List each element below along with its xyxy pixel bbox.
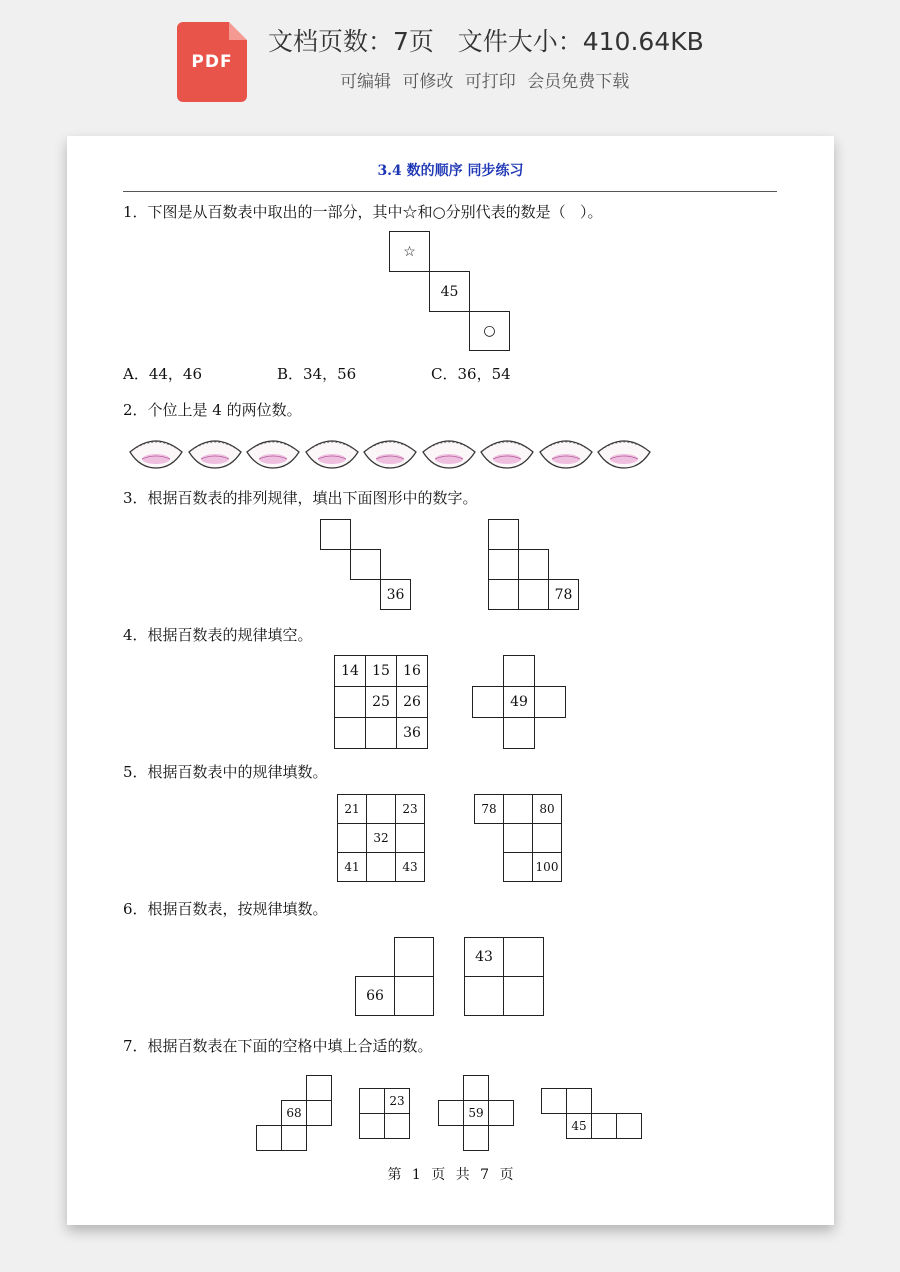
- q4-cross-cell: [503, 655, 535, 687]
- question-1: 1．下图是从百数表中取出的一部分，其中☆和○分别代表的数是（ ）。: [123, 203, 603, 221]
- q5-shape-cell: [532, 823, 562, 853]
- q4-cross-cell: [503, 717, 535, 749]
- q7c-cell: [463, 1125, 489, 1151]
- q7a-cell: [281, 1125, 307, 1151]
- q3a-cell: [350, 549, 381, 580]
- q1-option-a: A．44，46: [123, 365, 203, 383]
- q5-grid-cell: [366, 794, 396, 824]
- q7b-cell: [384, 1113, 410, 1139]
- dumpling-image: [595, 434, 653, 470]
- q3b-cell: [518, 579, 549, 610]
- q7c-cell: [438, 1100, 464, 1126]
- q6b-cell: [464, 976, 504, 1016]
- q7d-cell: [591, 1113, 617, 1139]
- q4-grid-cell: 36: [396, 717, 428, 749]
- page-footer: 第 1 页 共 7 页: [387, 1167, 514, 1183]
- q5-shape-cell: 78: [474, 794, 504, 824]
- q7c-cell: [463, 1075, 489, 1101]
- q6b-cell: [503, 937, 544, 977]
- q3b-cell: [488, 549, 519, 580]
- dumpling-image: [537, 434, 595, 470]
- q5-shape-cell: [503, 794, 533, 824]
- dumpling-image: [127, 434, 185, 470]
- dumpling-image: [420, 434, 478, 470]
- document-page: [67, 136, 834, 1225]
- question-7: 7．根据百数表在下面的空格中填上合适的数。: [123, 1037, 433, 1055]
- q6a-cell: [394, 937, 434, 977]
- q1-cell-circle: ○: [469, 311, 510, 351]
- title-divider: [123, 191, 777, 192]
- q4-grid-cell: 26: [396, 686, 428, 718]
- question-6: 6．根据百数表，按规律填数。: [123, 900, 328, 918]
- dumpling-image: [244, 434, 302, 470]
- q7b-cell: 23: [384, 1088, 410, 1114]
- q5-shape-cell: 100: [532, 852, 562, 882]
- q5-shape-cell: 80: [532, 794, 562, 824]
- q5-grid-cell: [366, 852, 396, 882]
- q6b-cell: [503, 976, 544, 1016]
- q5-grid-cell: 23: [395, 794, 425, 824]
- q5-grid-cell: [337, 823, 367, 853]
- q7d-cell: [616, 1113, 642, 1139]
- q7b-cell: [359, 1088, 385, 1114]
- q3b-cell: [518, 549, 549, 580]
- q5-shape-cell: [503, 852, 533, 882]
- q5-grid-cell: 21: [337, 794, 367, 824]
- question-2: 2．个位上是 4 的两位数。: [123, 401, 302, 419]
- file-info: 文档页数：7页 文件大小：410.64KB: [268, 27, 704, 56]
- q4-cross-cell: [534, 686, 566, 718]
- page-title: 3.4 数的顺序 同步练习: [377, 163, 524, 179]
- q7c-cell: 59: [463, 1100, 489, 1126]
- q7a-cell: [306, 1075, 332, 1101]
- q3a-cell: [320, 519, 351, 550]
- q1-cell-45: 45: [429, 271, 470, 312]
- q7a-cell: 68: [281, 1100, 307, 1126]
- dumpling-image: [478, 434, 536, 470]
- question-4: 4．根据百数表的规律填空。: [123, 626, 313, 644]
- q5-grid-cell: [395, 823, 425, 853]
- dumpling-image: [303, 434, 361, 470]
- q3b-cell: 78: [548, 579, 579, 610]
- q7b-cell: [359, 1113, 385, 1139]
- q7d-cell: [566, 1088, 592, 1114]
- q4-grid-cell: [334, 717, 366, 749]
- q1-cell-star: ☆: [389, 231, 430, 272]
- q4-grid-cell: 16: [396, 655, 428, 687]
- dumpling-image: [186, 434, 244, 470]
- q4-grid-cell: 14: [334, 655, 366, 687]
- q4-grid-cell: [334, 686, 366, 718]
- q4-grid-cell: [365, 717, 397, 749]
- q6a-cell: 66: [355, 976, 395, 1016]
- q7a-cell: [306, 1100, 332, 1126]
- question-5: 5．根据百数表中的规律填数。: [123, 763, 328, 781]
- dumpling-image: [361, 434, 419, 470]
- q5-grid-cell: 32: [366, 823, 396, 853]
- q7c-cell: [488, 1100, 514, 1126]
- document-header: [0, 0, 900, 120]
- q4-grid-cell: 15: [365, 655, 397, 687]
- q4-grid-cell: 25: [365, 686, 397, 718]
- q6a-cell: [394, 976, 434, 1016]
- file-actions: 可编辑 可修改 可打印 会员免费下载: [340, 72, 630, 92]
- q6b-cell: 43: [464, 937, 504, 977]
- q7a-cell: [256, 1125, 282, 1151]
- q5-grid-cell: 41: [337, 852, 367, 882]
- q5-grid-cell: 43: [395, 852, 425, 882]
- q3b-cell: [488, 519, 519, 550]
- q5-shape-cell: [503, 823, 533, 853]
- question-3: 3．根据百数表的排列规律，填出下面图形中的数字。: [123, 489, 478, 507]
- q7d-cell: [541, 1088, 567, 1114]
- q3b-cell: [488, 579, 519, 610]
- q7d-cell: 45: [566, 1113, 592, 1139]
- q3a-cell: 36: [380, 579, 411, 610]
- q4-cross-cell: [472, 686, 504, 718]
- pdf-icon: PDF: [177, 22, 247, 102]
- q4-cross-cell: 49: [503, 686, 535, 718]
- q1-option-b: B．34，56: [277, 365, 357, 383]
- q1-option-c: C．36，54: [431, 365, 511, 383]
